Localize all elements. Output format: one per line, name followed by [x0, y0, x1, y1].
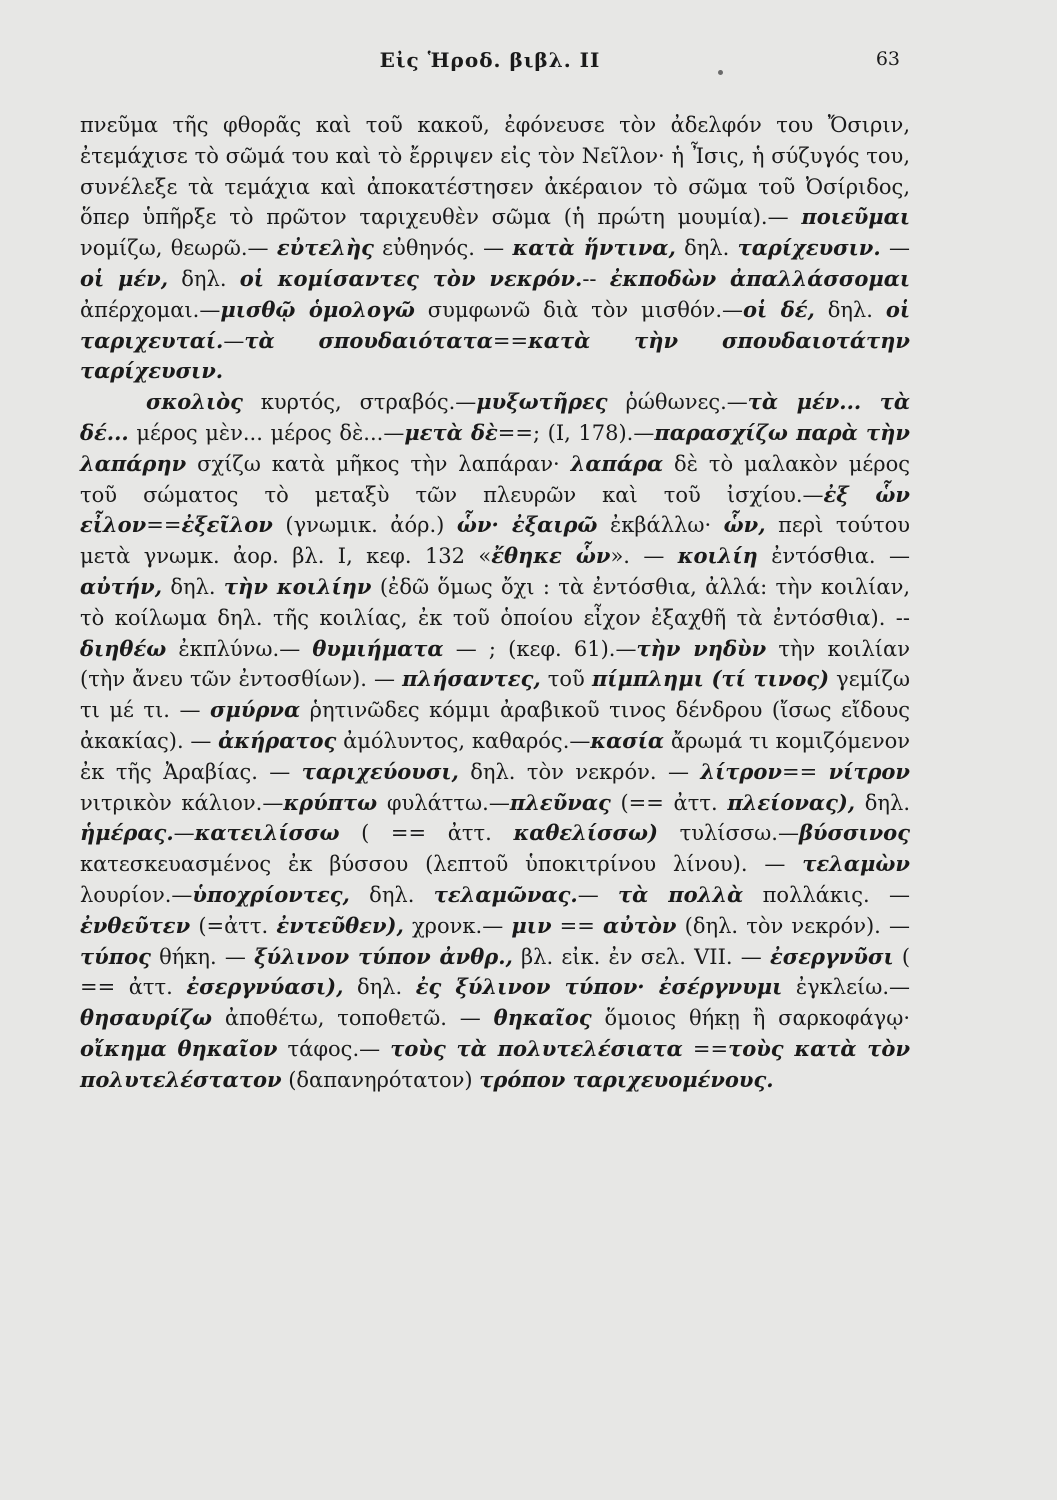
gloss-text: (γνωμικ. ἀόρ.)	[272, 513, 457, 538]
lemma-term: ὧν,	[723, 512, 766, 538]
gloss-text: —	[577, 882, 619, 907]
lemma-term: οἴκημα θηκαῖον	[80, 1035, 278, 1061]
lemma-term: τελαμῶνας.	[433, 881, 578, 907]
lemma-term: θησαυρίζω	[80, 1005, 213, 1031]
gloss-text: φυλάττω.—	[377, 790, 510, 815]
lemma-term: ὑποχρίοντες,	[192, 881, 350, 907]
lemma-term: ἐκποδὼν ἀπαλλάσσομαι	[609, 265, 911, 291]
gloss-text: ==	[551, 913, 604, 938]
gloss-text: τὴν κοιλίαν (τὴν ἄνευ τῶν ἐντοσθίων). —	[80, 636, 910, 692]
lemma-term: ἔθηκε ὧν	[491, 543, 611, 569]
lemma-term: τὰ πολλὰ	[618, 881, 744, 907]
gloss-text: δηλ. τὸν νεκρόν. —	[458, 759, 701, 784]
gloss-text: νιτρικὸν κάλιον.—	[80, 790, 284, 815]
lemma-term: τελαμὼν	[802, 851, 910, 877]
gloss-text: (δηλ. τὸν νεκρόν). —	[676, 913, 910, 938]
gloss-text: χρονκ.—	[403, 913, 512, 938]
gloss-text: ( == ἀττ.	[339, 821, 514, 846]
lemma-term: λαπάρα	[570, 450, 664, 476]
lemma-term: τὴν νηδὺν	[636, 635, 767, 661]
lemma-term: τὴν κοιλίην	[223, 573, 372, 599]
lemma-term: πλείονας),	[727, 789, 856, 815]
lemma-term: ὧν· ἐξαιρῶ	[456, 512, 598, 538]
lemma-term: εὐτελὴς	[276, 235, 374, 261]
running-title: Εἰς Ἡροδ. βιβλ. II	[379, 48, 601, 72]
gloss-text: μέρος μὲν... μέρος δὲ...—	[128, 420, 405, 445]
lemma-term: κασία	[590, 727, 665, 753]
gloss-text: ἀποθέτω, τοποθετῶ. —	[212, 1006, 494, 1031]
lemma-term: σμύρνα	[210, 697, 301, 723]
gloss-text: εὐθηνός. —	[373, 236, 513, 261]
lemma-term: ταρίχευσιν.	[737, 235, 881, 261]
gloss-text: ἐγκλείω.—	[782, 975, 911, 1000]
lemma-term: νίτρον	[828, 758, 910, 784]
lemma-term: τοὺς κατὰ τὸν πολυτελέστατον	[80, 1035, 911, 1092]
lemma-term: κατὰ τὴν σπουδαιοτάτην ταρίχευσιν.	[80, 327, 910, 384]
gloss-text: (δαπανηρότατον)	[281, 1067, 480, 1092]
gloss-text: --	[582, 266, 610, 291]
lemma-term: ἐξεῖλον	[181, 512, 273, 538]
gloss-text: ἀπέρχομαι.—	[80, 297, 221, 322]
lemma-term: ἐς ξύλινον τύπον· ἐσέργνυμι	[415, 974, 783, 1000]
lemma-term: κοιλίη	[677, 543, 758, 569]
lemma-term: θυμιήματα	[312, 635, 444, 661]
lemma-term: διηθέω	[80, 635, 167, 661]
gloss-text: λουρίον.—	[80, 882, 193, 907]
gloss-text: —	[173, 821, 195, 846]
lemma-term: σκολιὸς	[146, 389, 243, 415]
lemma-term: τύπος	[80, 943, 151, 969]
lemma-term: ἀκήρατος	[218, 727, 337, 753]
lemma-term: τὰ μέν... τὰ δέ...	[80, 389, 911, 445]
gloss-text: ==	[682, 1036, 729, 1061]
gloss-text: (== ἀττ.	[610, 790, 728, 815]
gloss-text: δηλ.	[675, 236, 738, 261]
running-head	[80, 48, 900, 78]
gloss-text: δηλ.	[168, 266, 240, 291]
lemma-term: ἐνθεῦτεν	[80, 912, 191, 938]
lemma-term: τρόπον ταριχευομένους.	[479, 1066, 774, 1092]
lemma-term: θηκαῖος	[493, 1005, 592, 1031]
lemma-term: κατὰ ἥντινα,	[512, 235, 676, 261]
lemma-term: πλεῦνας	[509, 789, 611, 815]
gloss-text: —	[223, 328, 245, 353]
gloss-text: τάφος.—	[277, 1036, 391, 1061]
gloss-text: — ; (κεφ. 61).—	[443, 636, 637, 661]
gloss-text: περὶ τούτου μετὰ γνωμκ. ἀορ. βλ. I, κεφ. 132 «	[80, 513, 910, 569]
lemma-term: αὐτὸν	[603, 912, 677, 938]
gloss-text: συμφωνῶ διὰ τὸν μισθόν.—	[414, 297, 743, 322]
lemma-term: λίτρον	[700, 758, 782, 784]
gloss-text: ==	[781, 759, 829, 784]
lemma-term: καθελίσσω)	[513, 820, 658, 846]
lemma-term: οἱ κομίσαντες τὸν νεκρόν.	[239, 265, 583, 291]
lemma-term: κρύπτω	[283, 789, 378, 815]
lemma-term: κατειλίσσω	[194, 820, 340, 846]
gloss-text: δηλ.	[349, 882, 434, 907]
gloss-text: κυρτός, στραβός.—	[242, 390, 477, 415]
gloss-text: νομίζω, θεωρῶ.—	[80, 236, 277, 261]
lemma-term: τοὺς τὰ πολυτελέσιατα	[390, 1035, 683, 1061]
gloss-text: δηλ.	[855, 790, 911, 815]
gloss-text: ». —	[610, 544, 678, 569]
gloss-text: κατεσκευασμένος ἐκ βύσσου (λεπτοῦ ὑποκιτρίνου λίνου). —	[80, 852, 803, 877]
gloss-text: ἐκπλύνω.—	[166, 636, 313, 661]
lemma-term: μετὰ δὲ	[404, 419, 498, 445]
lemma-term: βύσσινος	[798, 820, 910, 846]
gloss-text: ἄρωμά τι κομιζόμενον ἐκ τῆς Ἀραβίας. —	[80, 728, 910, 784]
gloss-text: δηλ.	[162, 574, 224, 599]
gloss-text: ==	[492, 328, 529, 353]
gloss-text: (ἐδῶ ὅμως ὄχι : τὰ ἐντόσθια, ἀλλά: τὴν κοιλίαν, τὸ κοίλωμα δηλ. τῆς κοιλίας, ἐκ τοῦ ὁποίου εἶχον ἐξαχθῆ τὰ ἐντόσθια). --	[80, 574, 911, 630]
gloss-text: ἀμόλυντος, καθαρός.—	[336, 728, 591, 753]
gloss-text: —	[880, 236, 910, 261]
lemma-term: οἱ ταριχευταί.	[80, 296, 910, 353]
lemma-term: μισθῷ ὁμολογῶ	[220, 296, 415, 322]
page-number: 63	[875, 48, 900, 70]
gloss-text: ( == ἀττ.	[80, 944, 911, 1000]
lemma-term: πίμπλημι (τί τινος)	[591, 666, 830, 692]
gloss-text: δηλ.	[343, 975, 416, 1000]
lemma-term: ἐσεργνῦσι	[769, 943, 894, 969]
lemma-term: μυξωτῆρες	[476, 389, 608, 415]
lemma-term: μιν	[511, 912, 552, 938]
gloss-text: ἐντόσθια. —	[757, 544, 910, 569]
gloss-text: (=ἀττ.	[190, 913, 277, 938]
commentary-paragraph	[80, 110, 910, 387]
gloss-text: ==; (I, 178).—	[497, 420, 655, 445]
gloss-text: ῥητινῶδες κόμμι ἀραβικοῦ τινος δένδρου (ἴσως εἴδους ἀκακίας). —	[80, 698, 910, 753]
gloss-text: δηλ.	[814, 297, 886, 322]
lemma-term: ἐντεῦθεν),	[276, 912, 404, 938]
gloss-text: ῥώθωνες.—	[607, 390, 748, 415]
gloss-text: πολλάκις. —	[743, 882, 910, 907]
commentary-paragraph	[80, 387, 910, 1095]
lemma-term: ἐξ ὧν εἶλον	[80, 481, 910, 538]
lemma-term: ταριχεύουσι,	[301, 758, 459, 784]
lemma-term: αὐτήν,	[80, 573, 163, 599]
commentary-text	[80, 110, 910, 1096]
gloss-text: πνεῦμα τῆς φθορᾶς καὶ τοῦ κακοῦ, ἐφόνευσε τὸν ἀδελφόν του Ὄσιριν, ἐτεμάχισε τὸ σῶμά του καὶ τὸ ἔρριψεν εἰς τὸν Νεῖλον· ἡ Ἶσις, ἡ σύζυγός του, συνέλεξε τὰ τεμάχια καὶ ἀποκατέστησεν ἀκέραιον τὸ σῶμα τοῦ Ὀσίριδος, ὅπερ ὑπῆρξε τὸ πρῶτον ταριχευθὲν σῶμα (ἡ πρώτη μουμία).—	[80, 113, 910, 230]
gloss-text: θήκη. —	[150, 944, 255, 969]
gloss-text: βλ. εἰκ. ἐν σελ. VII. —	[512, 944, 770, 969]
gloss-text: ὅμοιος θήκῃ ἢ σαρκοφάγῳ·	[591, 1006, 910, 1031]
lemma-term: ἡμέρας.	[80, 820, 174, 846]
gloss-text: σχίζω κατὰ μῆκος τὴν λαπάραν·	[186, 451, 571, 476]
gloss-text: τοῦ	[540, 667, 592, 692]
lemma-term: παρασχίζω παρὰ τὴν λαπάρην	[80, 419, 911, 476]
gloss-text: ==	[146, 513, 182, 538]
gloss-text: ἐκβάλλω·	[597, 513, 724, 538]
gloss-text: γεμίζω τι μέ τι. —	[80, 667, 910, 723]
lemma-term: ποιεῦμαι	[801, 204, 910, 230]
gloss-text: δὲ τὸ μαλακὸν μέρος τοῦ σώματος τὸ μεταξὺ τῶν πλευρῶν καὶ τοῦ ἰσχίου.—	[80, 451, 910, 507]
lemma-term: ξύλινον τύπον ἀνθρ.,	[254, 943, 513, 969]
lemma-term: πλήσαντες,	[402, 666, 541, 692]
lemma-term: τὰ σπουδαιότατα	[244, 327, 493, 353]
lemma-term: ἐσεργνύασι),	[186, 974, 344, 1000]
lemma-term: οἱ δέ,	[743, 296, 815, 322]
gloss-text: τυλίσσω.—	[657, 821, 799, 846]
lemma-term: οἱ μέν,	[80, 265, 169, 291]
print-speck	[718, 70, 723, 75]
